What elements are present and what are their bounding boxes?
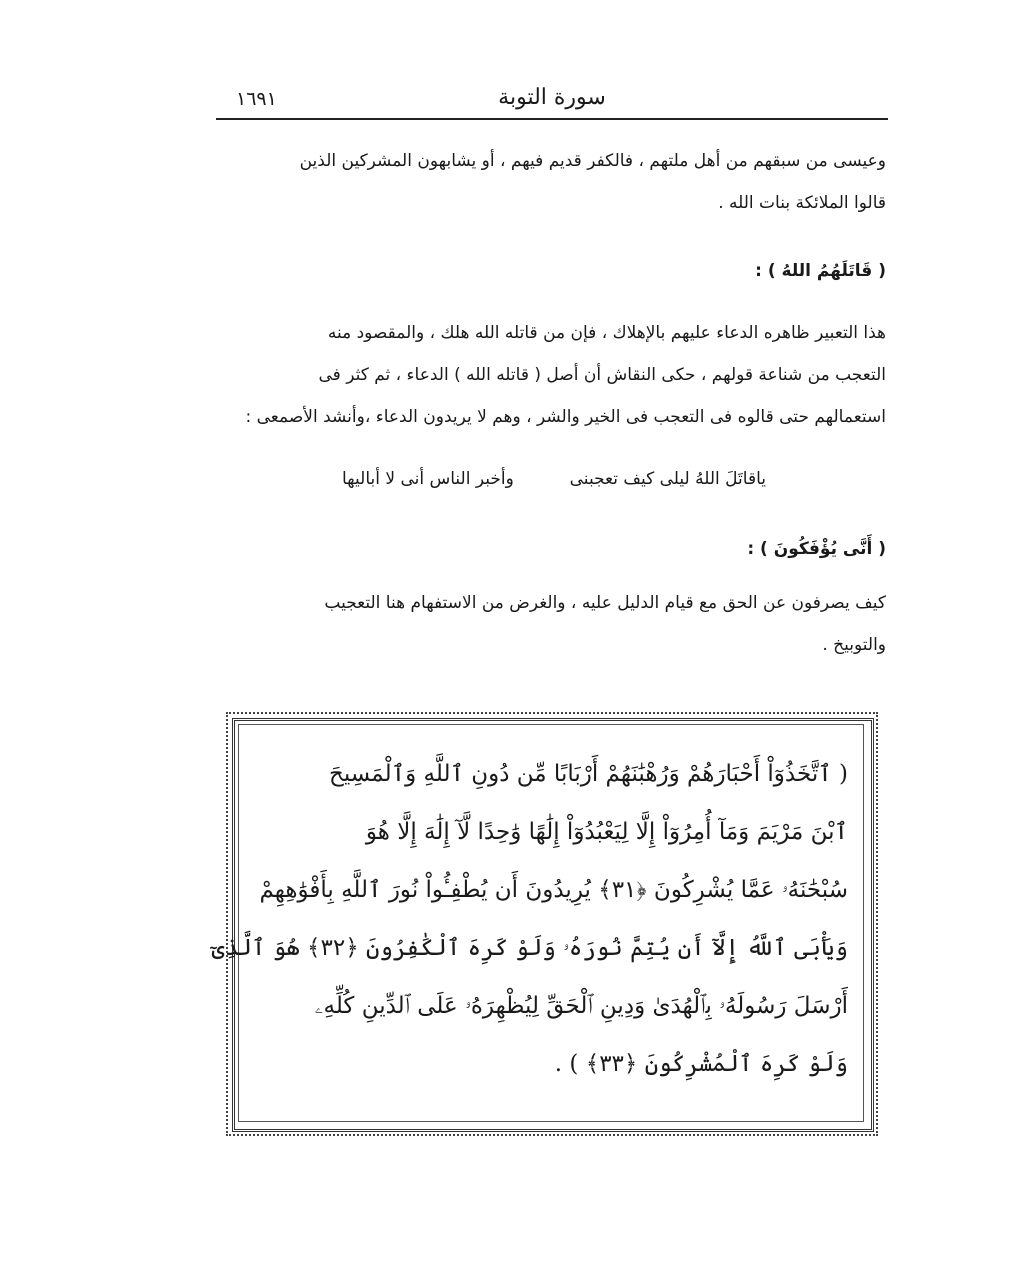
- page-number: ١٦٩١: [236, 88, 277, 110]
- paragraph-line: والتوبيخ .: [822, 635, 886, 655]
- surah-title: سورة التوبة: [498, 85, 606, 110]
- quran-line: سُبْحَٰنَهُۥ عَمَّا يُشْرِكُونَ ﴿٣١﴾ يُرِيدُونَ أَن يُطْفِـُٔواْ نُورَ ٱللَّهِ بِأَفْوَٰهِهِمْ: [259, 877, 848, 903]
- quran-line: وَيَأْبَى ٱللَّهُ إِلَّآ أَن يُتِمَّ نُورَهُۥ وَلَوْ كَرِهَ ٱلْكَٰفِرُونَ ﴿٣٢﴾ هُوَ ٱلَّذِىٓ: [211, 935, 848, 961]
- section-heading-2: ( أَنَّى يُؤْفَكُونَ ) :: [747, 539, 886, 559]
- paragraph-line: استعمالهم حتى قالوه فى التعجب فى الخير والشر ، وهم لا يريدون الدعاء ،وأنشد الأصمعى :: [245, 407, 886, 427]
- quran-line: وَلَوْ كَرِهَ ٱلْمُشْرِكُونَ ﴿٣٣﴾ ) .: [554, 1051, 848, 1077]
- paragraph-line: وعيسى من سبقهم من أهل ملتهم ، فالكفر قديم فيهم ، أو يشابهون المشركين الذين: [299, 151, 886, 171]
- page-header: [216, 82, 888, 120]
- paragraph-3: [222, 582, 886, 666]
- paragraph-line: التعجب من شناعة قولهم ، حكى النقاش أن أصل ( قاتله الله ) الدعاء ، ثم كثر فى: [318, 365, 886, 385]
- verse-second-hemistich: وأخبر الناس أنى لا أباليها: [342, 469, 514, 489]
- quran-verses-box: [211, 745, 848, 1093]
- paragraph-line: هذا التعبير ظاهره الدعاء عليهم بالإهلاك ، فإن من قاتله الله هلك ، والمقصود منه: [327, 323, 886, 343]
- section-heading-1: ( قَاتَلَهُمُ اللهُ ) :: [755, 261, 886, 281]
- verse-first-hemistich: ياقاتَلَ اللهُ ليلى كيف تعجبنى: [569, 469, 766, 489]
- paragraph-2: [222, 312, 886, 438]
- paragraph-line: كيف يصرفون عن الحق مع قيام الدليل عليه ، والغرض من الاستفهام هنا التعجيب: [324, 593, 886, 613]
- quran-line: أَرْسَلَ رَسُولَهُۥ بِٱلْهُدَىٰ وَدِينِ ٱلْحَقِّ لِيُظْهِرَهُۥ عَلَى ٱلدِّينِ كُلِّهِۦ: [314, 993, 848, 1019]
- paragraph-1: [222, 140, 886, 224]
- paragraph-line: قالوا الملائكة بنات الله .: [718, 193, 886, 213]
- quran-line: ( ٱتَّخَذُوٓاْ أَحْبَارَهُمْ وَرُهْبَٰنَهُمْ أَرْبَابًا مِّن دُونِ ٱللَّهِ وَٱلْمَسِيحَ: [329, 761, 848, 787]
- quran-line: ٱبْنَ مَرْيَمَ وَمَآ أُمِرُوٓاْ إِلَّا لِيَعْبُدُوٓاْ إِلَٰهًا وَٰحِدًا لَّآ إِلَٰهَ إِلَّا هُوَ: [365, 819, 848, 845]
